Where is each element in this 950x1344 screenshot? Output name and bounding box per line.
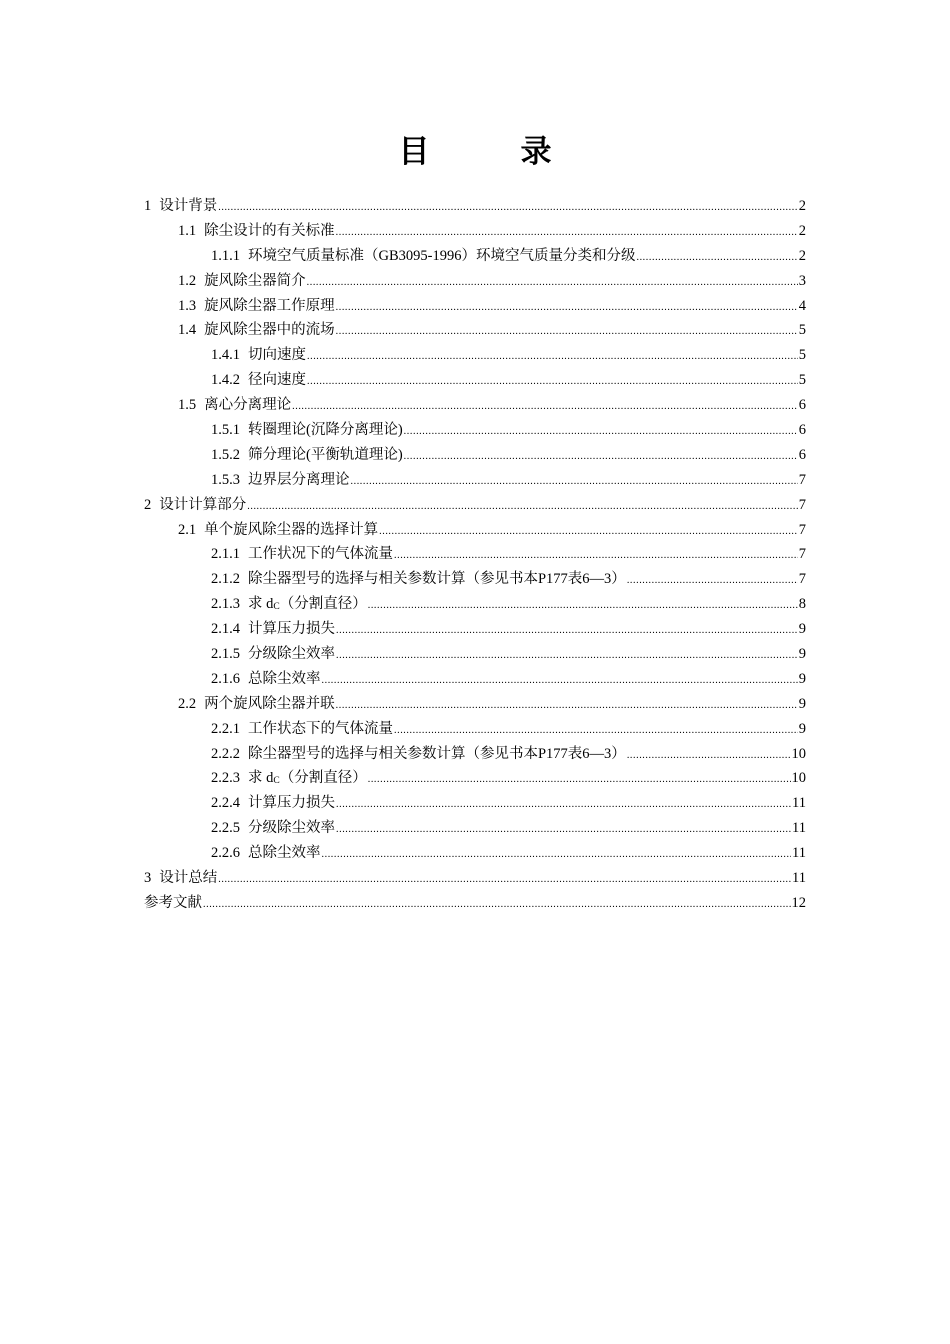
toc-entry-page-number: 2 xyxy=(798,198,806,214)
toc-entry-title: 工作状况下的气体流量 xyxy=(248,546,393,563)
toc-entry-number: 2.1.2 xyxy=(211,571,240,588)
toc-entry-number: 2.1.4 xyxy=(211,621,240,638)
toc-entry-title-subscript: C xyxy=(273,776,280,787)
toc-entry-page-number: 9 xyxy=(798,646,806,663)
toc-entry-title: 除尘器型号的选择与相关参数计算（参见书本P177表6—3） xyxy=(248,571,626,588)
toc-entry-number: 2.1.5 xyxy=(211,646,240,663)
toc-entry-number: 1.5.2 xyxy=(211,446,240,463)
toc-entry[interactable] xyxy=(144,368,806,393)
toc-entry-page-number: 5 xyxy=(798,347,806,364)
toc-dot-leader xyxy=(203,893,791,918)
toc-entry-page-number: 11 xyxy=(792,870,806,887)
toc-dot-leader xyxy=(636,246,797,271)
toc-entry-number: 1.4.1 xyxy=(211,347,240,364)
toc-entry-title-pre: 求 d xyxy=(248,770,274,787)
toc-entry-title: 切向速度 xyxy=(248,347,306,364)
toc-entry[interactable] xyxy=(144,642,806,667)
toc-dot-leader xyxy=(336,619,798,644)
toc-entry-page-number: 7 xyxy=(798,496,806,513)
toc-dot-leader xyxy=(336,221,798,246)
toc-entry-title: 除尘器型号的选择与相关参数计算（参见书本P177表6—3） xyxy=(248,745,626,762)
toc-entry-number: 3 xyxy=(144,870,152,887)
toc-entry-title: 参考文献 xyxy=(144,894,202,911)
toc-title: 目 录 xyxy=(398,134,582,170)
toc-entry-page-number: 5 xyxy=(798,322,806,339)
toc-dot-leader xyxy=(307,370,798,395)
toc-entry[interactable] xyxy=(144,418,806,443)
toc-entry-number: 1.4 xyxy=(178,322,197,339)
toc-entry[interactable] xyxy=(144,194,806,219)
toc-dot-leader xyxy=(336,793,791,818)
toc-entry-page-number: 10 xyxy=(791,770,806,787)
toc-entry-number: 1.1.1 xyxy=(211,247,240,264)
toc-entry[interactable] xyxy=(144,468,806,493)
toc-entry-page-number: 2 xyxy=(798,222,806,239)
toc-entry-number: 2.1 xyxy=(178,521,197,538)
toc-entry-page-number: 6 xyxy=(798,422,806,439)
toc-entry-number: 2.2 xyxy=(178,695,197,712)
toc-entry-title: 筛分理论(平衡轨道理论) xyxy=(248,446,403,463)
toc-entry[interactable] xyxy=(144,269,806,294)
toc-entry-page-number: 9 xyxy=(798,670,806,687)
toc-dot-leader xyxy=(247,495,798,520)
toc-entry[interactable] xyxy=(144,742,806,767)
toc-entry-number: 1.4.2 xyxy=(211,372,240,389)
toc-entry-number: 2.1.6 xyxy=(211,670,240,687)
toc-entry-page-number: 7 xyxy=(798,571,806,588)
toc-entry-page-number: 11 xyxy=(792,795,806,812)
toc-entry-number: 1.5.3 xyxy=(211,471,240,488)
toc-entry-title: 旋风除尘器中的流场 xyxy=(204,322,335,339)
toc-entry-title: 设计总结 xyxy=(159,870,218,887)
toc-dot-leader xyxy=(336,644,798,669)
toc-entry[interactable] xyxy=(144,766,806,791)
toc-dot-leader xyxy=(379,520,798,545)
toc-entry-title: 设计计算部分 xyxy=(159,496,247,513)
toc-entry-page-number: 6 xyxy=(798,446,806,463)
toc-entry-title: 分级除尘效率 xyxy=(248,820,335,837)
toc-entry-title: 转圈理论(沉降分离理论) xyxy=(248,422,403,439)
toc-dot-leader xyxy=(368,768,791,793)
toc-entry-number: 2.2.4 xyxy=(211,795,240,812)
toc-entry[interactable] xyxy=(144,841,806,866)
toc-entry-page-number: 5 xyxy=(798,372,806,389)
toc-entry[interactable] xyxy=(144,816,806,841)
toc-entry[interactable] xyxy=(144,393,806,418)
toc-dot-leader xyxy=(307,271,798,296)
toc-entry-number: 2.2.5 xyxy=(211,820,240,837)
toc-dot-leader xyxy=(292,395,798,420)
toc-dot-leader xyxy=(394,544,798,569)
toc-entry[interactable] xyxy=(144,518,806,543)
toc-entry-number: 1.3 xyxy=(178,297,197,314)
toc-entry[interactable] xyxy=(144,567,806,592)
toc-dot-leader xyxy=(627,744,791,769)
toc-entry-number: 1 xyxy=(144,198,152,214)
toc-entry-title: 旋风除尘器简介 xyxy=(204,272,306,289)
toc-entry-title xyxy=(248,592,367,620)
toc-entry[interactable] xyxy=(144,244,806,269)
toc-entry-page-number: 11 xyxy=(792,845,806,862)
toc-entry-title-subscript: C xyxy=(273,602,280,613)
toc-entry-title: 径向速度 xyxy=(248,372,306,389)
toc-entry[interactable] xyxy=(144,343,806,368)
toc-entry-page-number: 8 xyxy=(798,596,806,613)
toc-entry-number: 1.5.1 xyxy=(211,422,240,439)
toc-entry-number: 2 xyxy=(144,496,152,513)
toc-dot-leader xyxy=(404,445,798,470)
toc-dot-leader xyxy=(322,843,792,868)
toc-dot-leader xyxy=(218,868,791,893)
toc-entry-number: 2.2.6 xyxy=(211,845,240,862)
toc-dot-leader xyxy=(404,420,798,445)
toc-entry-page-number: 9 xyxy=(798,720,806,737)
toc-entry-page-number: 6 xyxy=(798,397,806,414)
toc-entry-title: 设计背景 xyxy=(159,198,218,214)
toc-dot-leader xyxy=(336,818,791,843)
toc-entry[interactable] xyxy=(144,542,806,567)
toc-entry-title: 旋风除尘器工作原理 xyxy=(204,297,335,314)
toc-entry[interactable] xyxy=(144,318,806,343)
toc-dot-leader xyxy=(307,345,798,370)
toc-entry[interactable] xyxy=(144,866,806,891)
toc-entry-title: 边界层分离理论 xyxy=(248,471,350,488)
toc-entry-number: 2.2.2 xyxy=(211,745,240,762)
toc-entry-page-number: 2 xyxy=(798,247,806,264)
toc-entry-title xyxy=(248,766,367,794)
toc-entry-number: 2.1.1 xyxy=(211,546,240,563)
toc-entry-page-number: 7 xyxy=(798,471,806,488)
toc-entry[interactable] xyxy=(144,717,806,742)
toc-entry[interactable] xyxy=(144,294,806,319)
toc-entry-title: 工作状态下的气体流量 xyxy=(248,720,393,737)
toc-entry-page-number: 4 xyxy=(798,297,806,314)
toc-dot-leader xyxy=(322,669,798,694)
toc-dot-leader xyxy=(336,320,798,345)
toc-entry[interactable] xyxy=(144,617,806,642)
toc-dot-leader xyxy=(336,694,798,719)
toc-entry-title: 计算压力损失 xyxy=(248,621,335,638)
toc-dot-leader xyxy=(336,296,798,321)
toc-entry-title: 分级除尘效率 xyxy=(248,646,335,663)
toc-entry[interactable] xyxy=(144,443,806,468)
toc-entry-number: 2.2.1 xyxy=(211,720,240,737)
toc-entry[interactable] xyxy=(144,493,806,518)
toc-entry-page-number: 12 xyxy=(791,894,806,911)
toc-entry-title: 除尘设计的有关标准 xyxy=(204,222,335,239)
toc-entry-number: 1.1 xyxy=(178,222,197,239)
toc-entry-number: 1.5 xyxy=(178,397,197,414)
toc-entry-page-number: 11 xyxy=(792,820,806,837)
toc-entry[interactable] xyxy=(144,592,806,617)
toc-entry-page-number: 9 xyxy=(798,695,806,712)
toc-dot-leader xyxy=(218,196,798,221)
toc-entry-title: 两个旋风除尘器并联 xyxy=(204,695,335,712)
toc-dot-leader xyxy=(394,719,798,744)
toc-entry-title-post: （分割直径） xyxy=(279,596,367,613)
toc-entry[interactable] xyxy=(144,692,806,717)
toc-entry[interactable] xyxy=(144,219,806,244)
toc-entry-title: 总除尘效率 xyxy=(248,845,321,862)
toc-entry-title: 离心分离理论 xyxy=(204,397,292,414)
toc-entry-page-number: 7 xyxy=(798,521,806,538)
toc-entry-page-number: 10 xyxy=(791,745,806,762)
toc-entry-page-number: 9 xyxy=(798,621,806,638)
toc-entry-title-post: （分割直径） xyxy=(279,770,367,787)
toc-entry-number: 2.2.3 xyxy=(211,770,240,787)
toc-entry[interactable] xyxy=(144,791,806,816)
toc-list xyxy=(144,194,806,916)
toc-entry[interactable] xyxy=(144,891,806,916)
toc-entry-title-pre: 求 d xyxy=(248,596,274,613)
toc-entry-number: 2.1.3 xyxy=(211,596,240,613)
toc-entry-page-number: 7 xyxy=(798,546,806,563)
toc-entry-title: 单个旋风除尘器的选择计算 xyxy=(204,521,379,538)
toc-entry-page-number: 3 xyxy=(798,272,806,289)
toc-entry-title: 总除尘效率 xyxy=(248,670,321,687)
toc-dot-leader xyxy=(627,569,798,594)
toc-dot-leader xyxy=(368,594,798,619)
toc-dot-leader xyxy=(351,470,798,495)
toc-entry-title: 计算压力损失 xyxy=(248,795,335,812)
toc-entry[interactable] xyxy=(144,667,806,692)
toc-entry-title: 环境空气质量标准（GB3095-1996）环境空气质量分类和分级 xyxy=(248,247,636,264)
toc-entry-number: 1.2 xyxy=(178,272,197,289)
